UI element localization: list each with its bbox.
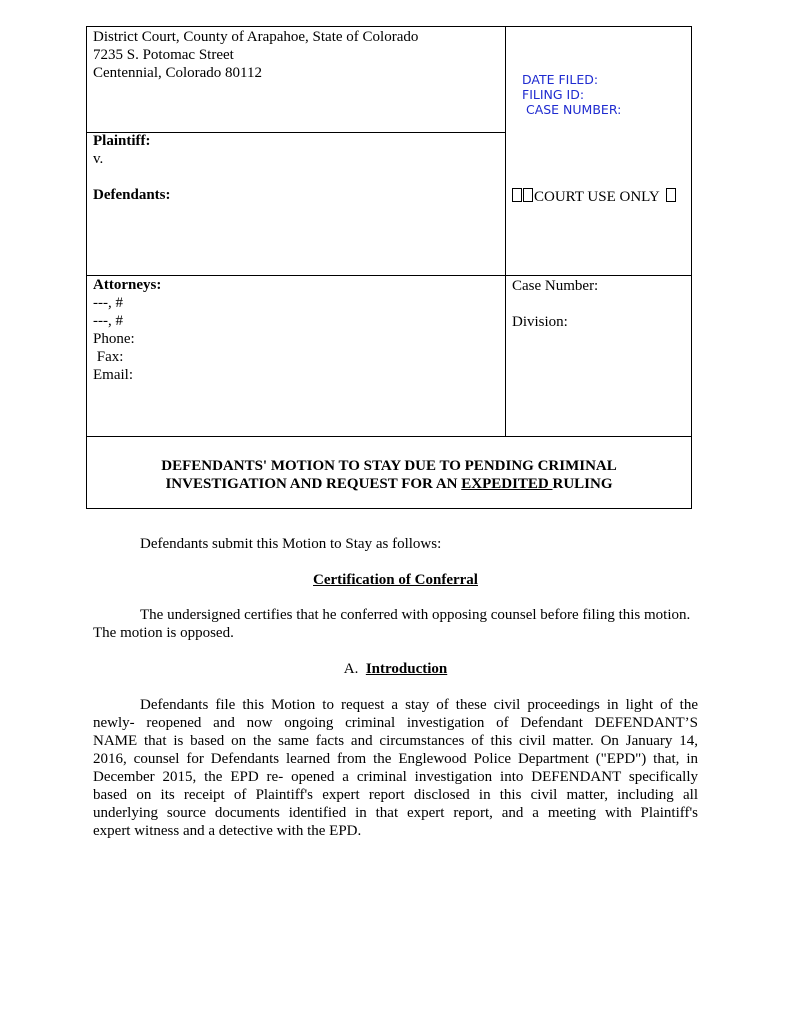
opening-sentence xyxy=(140,535,441,553)
section-letter: A. xyxy=(343,661,359,677)
title-expedited: EXPEDITED xyxy=(461,476,553,492)
intro-line: based on its receipt of Plaintiff's expert report disclosed in this civil matter, including all xyxy=(93,787,698,803)
missing-glyph-icon xyxy=(666,188,676,202)
date-filed-label: DATE FILED: xyxy=(522,72,599,87)
opening-sentence-text: Defendants submit this Motion to Stay as follows: xyxy=(140,536,442,552)
intro-line: 2016, counsel for Defendants learned from the Englewood Police Department ("EPD") that, in xyxy=(93,751,698,767)
court-city: Centennial, Colorado 80112 xyxy=(93,65,262,81)
intro-line: expert witness and a detective with the EPD. xyxy=(93,823,362,839)
court-name: District Court, County of Arapahoe, State of Colorado xyxy=(93,29,419,45)
versus: v. xyxy=(93,151,104,167)
intro-line: underlying source documents identified in that expert report, and a meeting with Plaintiff's xyxy=(93,805,698,821)
motion-title-line2 xyxy=(87,475,691,493)
intro-line-text: Defendants file this Motion to request a stay of these civil proceedings in light of the xyxy=(140,697,698,713)
conferral-heading: Certification of Conferral xyxy=(313,572,478,588)
attorney-fax: Fax: xyxy=(93,349,124,365)
conferral-line-text: The undersigned certifies that he conferred with opposing counsel before filing this motion. xyxy=(140,607,691,623)
missing-glyph-icon xyxy=(523,188,533,202)
parties-block xyxy=(93,132,171,204)
section-heading xyxy=(0,660,791,678)
court-street: 7235 S. Potomac Street xyxy=(93,47,234,63)
attorney-phone: Phone: xyxy=(93,331,135,347)
attorney-line: ---, # xyxy=(93,313,123,329)
introduction-paragraph xyxy=(93,696,698,840)
title-line2-pre: INVESTIGATION AND REQUEST FOR AN xyxy=(165,476,462,492)
case-number-label: Case Number: xyxy=(512,278,599,294)
attorney-email: Email: xyxy=(93,367,133,383)
intro-line: NAME that is based on the same facts and circumstances of this civil matter. On January 14, xyxy=(93,733,698,749)
court-use-only xyxy=(512,188,677,206)
case-caption xyxy=(86,26,692,509)
filing-id-label: FILING ID: xyxy=(522,87,585,102)
attorneys-block xyxy=(93,276,161,384)
defendants-label: Defendants: xyxy=(93,187,171,203)
court-address xyxy=(93,28,418,82)
intro-line: December 2015, the EPD re- opened a criminal investigation into DEFENDANT specifically xyxy=(93,769,698,785)
efiling-stamp xyxy=(522,72,621,117)
caption-vertical-divider xyxy=(505,27,506,437)
caption-divider-title xyxy=(87,436,691,437)
conferral-line: The motion is opposed. xyxy=(93,625,234,641)
division-label: Division: xyxy=(512,314,568,330)
attorneys-label: Attorneys: xyxy=(93,277,162,293)
conferral-paragraph xyxy=(93,606,713,642)
section-title: Introduction xyxy=(365,661,448,677)
caption-divider-parties-attorneys xyxy=(87,275,691,276)
case-number-block xyxy=(512,277,598,331)
intro-line xyxy=(93,696,698,714)
motion-title-line1: DEFENDANTS' MOTION TO STAY DUE TO PENDING CRIMINAL xyxy=(161,458,617,474)
title-line2-post: RULING xyxy=(552,476,613,492)
attorney-line: ---, # xyxy=(93,295,123,311)
conferral-line xyxy=(93,606,713,624)
stamp-case-number-label: CASE NUMBER: xyxy=(522,102,622,117)
intro-line: newly- reopened and now ongoing criminal investigation of Defendant DEFENDANT’S xyxy=(93,715,698,731)
motion-title xyxy=(87,457,691,493)
court-use-only-label: COURT USE ONLY xyxy=(534,189,660,205)
plaintiff-label: Plaintiff: xyxy=(93,133,151,149)
missing-glyph-icon xyxy=(512,188,522,202)
